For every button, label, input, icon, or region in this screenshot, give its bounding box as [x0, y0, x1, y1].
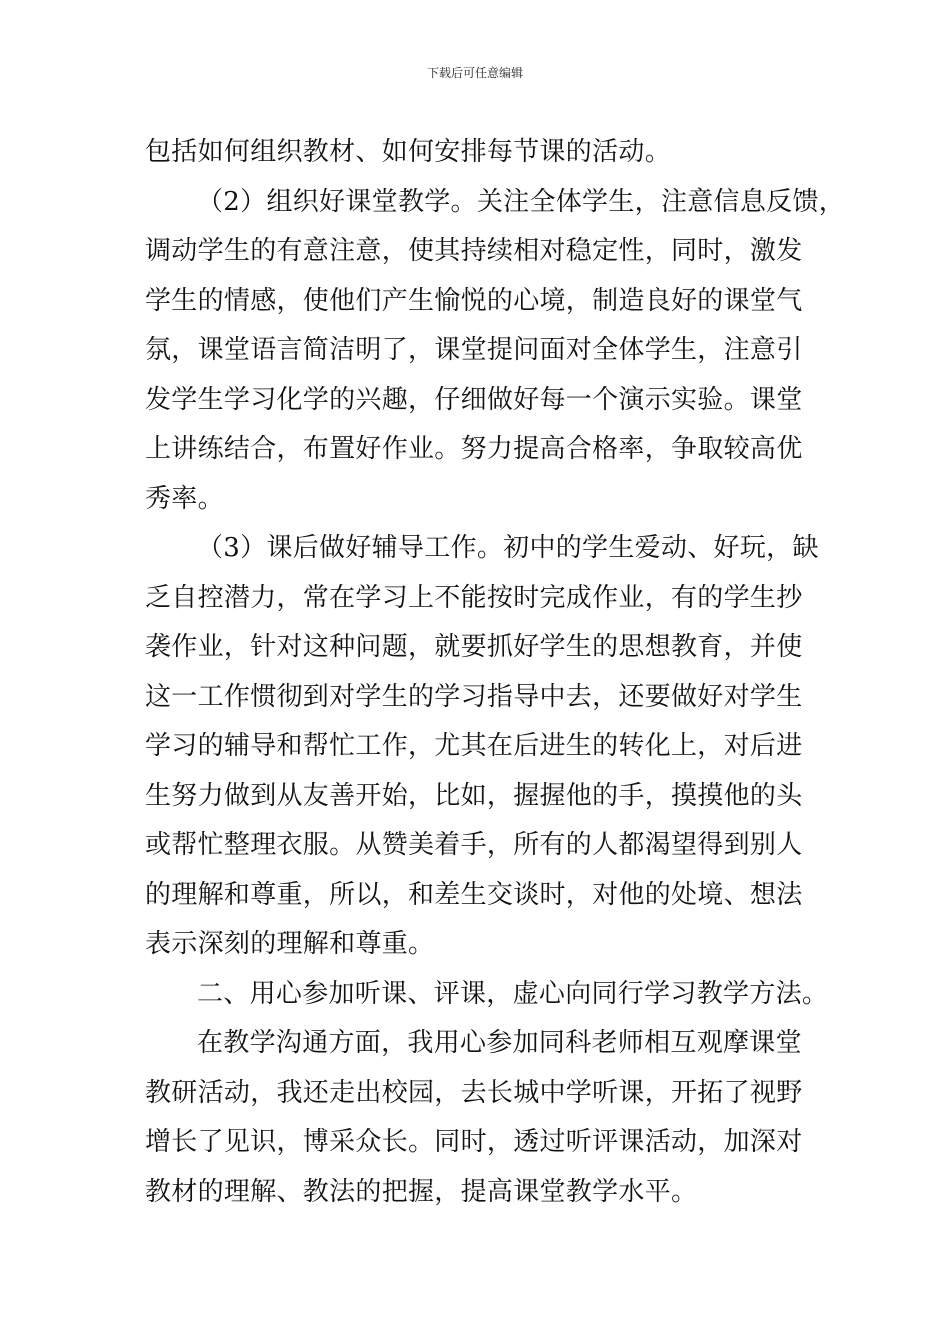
text-line: （2）组织好课堂教学。关注全体学生，注意信息反馈， [197, 186, 846, 217]
text-line: 秀率。 [145, 483, 224, 514]
text-line: 袭作业，针对这种问题，就要抓好学生的思想教育，并使 [145, 632, 803, 662]
text-line: 这一工作惯彻到对学生的学习指导中去，还要做好对学生 [145, 681, 803, 712]
text-line: 生努力做到从友善开始，比如，握握他的手，摸摸他的头 [145, 780, 803, 811]
text-line: 教材的理解、教法的把握，提高课堂教学水平。 [145, 1176, 698, 1207]
text-line: 乏自控潜力，常在学习上不能按时完成作业，有的学生抄 [145, 582, 803, 613]
page-header: 下载后可任意编辑 [426, 66, 523, 80]
text-line: 上讲练结合，布置好作业。努力提高合格率，争取较高优 [145, 434, 803, 464]
text-line: （3）课后做好辅导工作。初中的学生爱动、好玩，缺 [197, 533, 819, 563]
text-line: 的理解和尊重，所以，和差生交谈时，对他的处境、想法 [145, 879, 803, 910]
text-line: 发学生学习化学的兴趣，仔细做好每一个演示实验。课堂 [145, 384, 803, 415]
text-line: 学习的辅导和帮忙工作，尤其在后进生的转化上，对后进 [145, 731, 803, 761]
text-line: 学生的情感，使他们产生愉悦的心境，制造良好的课堂气 [145, 285, 803, 316]
text-line: 包括如何组织教材、如何安排每节课的活动。 [145, 137, 672, 167]
text-line: 教研活动，我还走出校园，去长城中学听课，开拓了视野 [145, 1077, 803, 1108]
document-body [145, 128, 846, 1217]
text-line: 氛，课堂语言简洁明了，课堂提问面对全体学生，注意引 [145, 335, 803, 365]
text-line: 在教学沟通方面，我用心参加同科老师相互观摩课堂 [197, 1028, 802, 1058]
text-line: 二、用心参加听课、评课，虚心向同行学习教学方法。 [197, 978, 829, 1009]
text-line: 调动学生的有意注意，使其持续相对稳定性，同时，激发 [145, 236, 803, 266]
text-line: 增长了见识，博采众长。同时，透过听评课活动，加深对 [145, 1127, 803, 1157]
text-line: 或帮忙整理衣服。从赞美着手，所有的人都渴望得到别人 [145, 830, 803, 860]
text-line: 表示深刻的理解和尊重。 [145, 929, 435, 959]
